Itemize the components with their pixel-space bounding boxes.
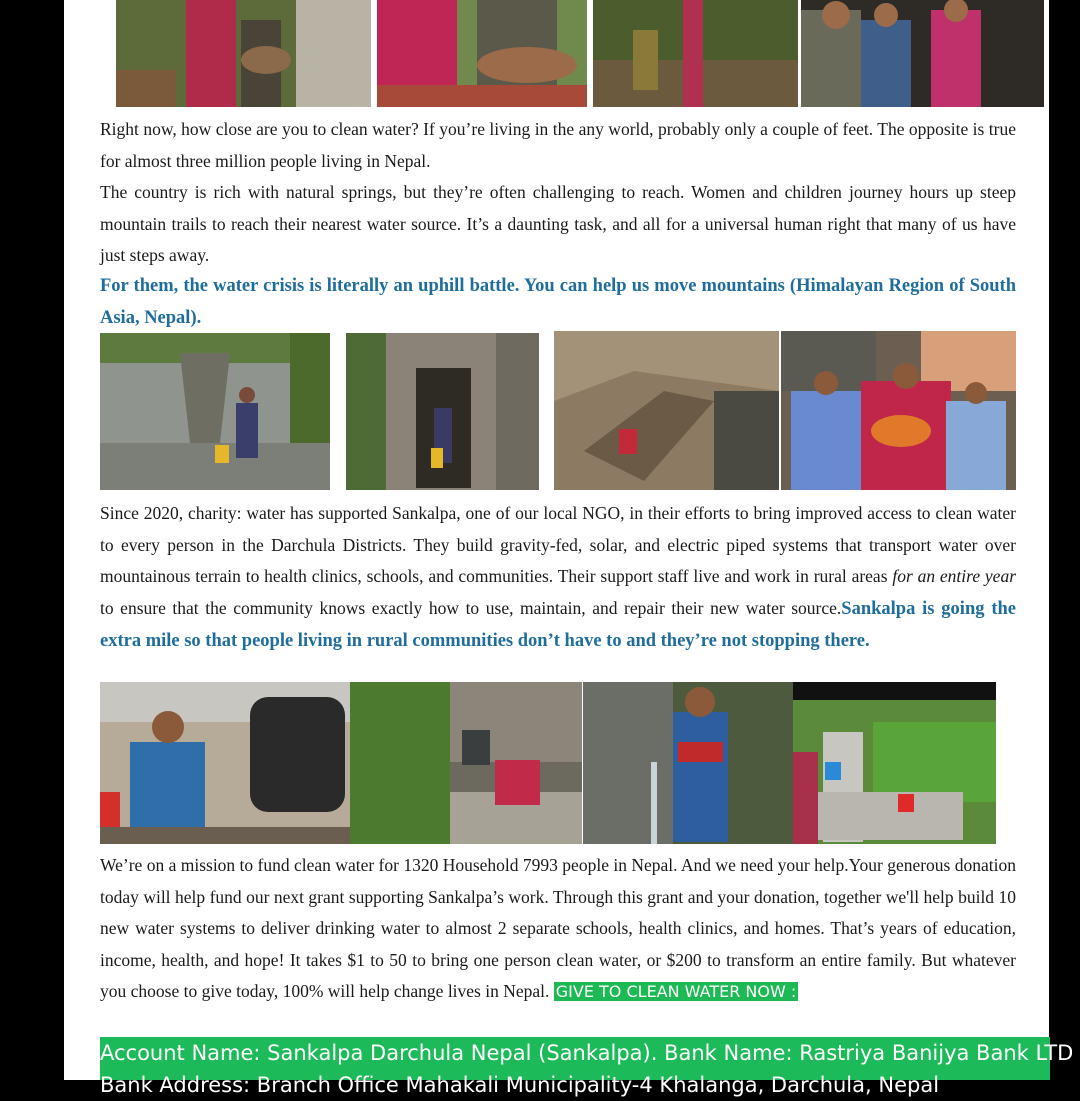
photo-woman-on-trail bbox=[593, 0, 798, 107]
photo-women-and-girls-with-basin bbox=[781, 331, 1016, 490]
sankalpa-paragraph-start: Since 2020, charity: water has supported Sankalpa, one of our local NGO, in their efforts to bring improved access to clean water to every person in the Darchula Districts. They build gravity-fed, solar, and electric piped systems that transport water over mountainous terrain to health clinics, schools, and communities. Their support staff live and work in rural areas bbox=[100, 503, 1016, 587]
bank-account-block bbox=[100, 1037, 1074, 1097]
photo-women-carrying-water-1 bbox=[116, 0, 371, 107]
photo-boy-with-water-tank bbox=[100, 682, 350, 844]
photo-girl-washing-at-tap bbox=[350, 682, 582, 844]
photo-girl-in-stone-doorway bbox=[346, 333, 539, 490]
extra-mile-highlight: Sankalpa is going the extra mile so that people living in rural communities don’t have to and they’re not stopping there. bbox=[100, 598, 1016, 652]
intro-paragraph: Right now, how close are you to clean water? If you’re living in the any world, probably only a couple of feet. The opposite is true for almost three million people living in Nepal. bbox=[100, 119, 1016, 171]
sankalpa-paragraph-mid: to ensure that the community knows exactly how to use, maintain, and repair their new water source. bbox=[100, 597, 842, 618]
photo-women-at-dry-channel bbox=[554, 331, 779, 490]
photo-boy-washing-hands bbox=[583, 682, 793, 844]
uphill-battle-heading: For them, the water crisis is literally an uphill battle. You can help us move mountains (Himalayan Region of South Asia, Nepal). bbox=[100, 276, 1016, 328]
photo-girl-at-tap bbox=[100, 333, 330, 490]
photo-water-tap-in-field bbox=[793, 682, 996, 844]
springs-paragraph: The country is rich with natural springs, but they’re often challenging to reach. Women and children journey hours up steep mountain trails to reach their nearest water source. It’s a daunting task, and all for a universal human right that many of us have just steps away. bbox=[100, 182, 1016, 266]
give-clean-water-label: GIVE TO CLEAN WATER NOW : bbox=[555, 982, 797, 1002]
sankalpa-paragraph bbox=[100, 498, 1016, 658]
entire-year-emphasis: for an entire year bbox=[892, 566, 1016, 587]
mission-paragraph-text: We’re on a mission to fund clean water for 1320 Household 7993 people in Nepal. And we need your help.Your generous donation today will help fund our next grant supporting Sankalpa’s work. Through this grant and your donation, together we'll help build 10 new water systems to deliver drinking water to almost 2 separate schools, health clinics, and homes. That’s years of education, income, health, and hope! It takes $1 to 50 to bring one person clean water, or $200 to transform an entire family. But whatever you choose to give today, 100% will help change lives in Nepal. bbox=[100, 855, 1016, 1002]
photo-family-group bbox=[801, 0, 1044, 107]
document-page bbox=[64, 0, 1074, 1097]
account-name-line: Account Name: Sankalpa Darchula Nepal (Sankalpa). Bank Name: Rastriya Banijya Bank LTD bbox=[100, 1041, 1074, 1065]
mission-paragraph bbox=[100, 850, 1016, 1008]
photo-women-carrying-water-2 bbox=[377, 0, 587, 107]
bank-address-line: Bank Address: Branch Office Mahakali Municipality-4 Khalanga, Darchula, Nepal bbox=[100, 1073, 940, 1097]
